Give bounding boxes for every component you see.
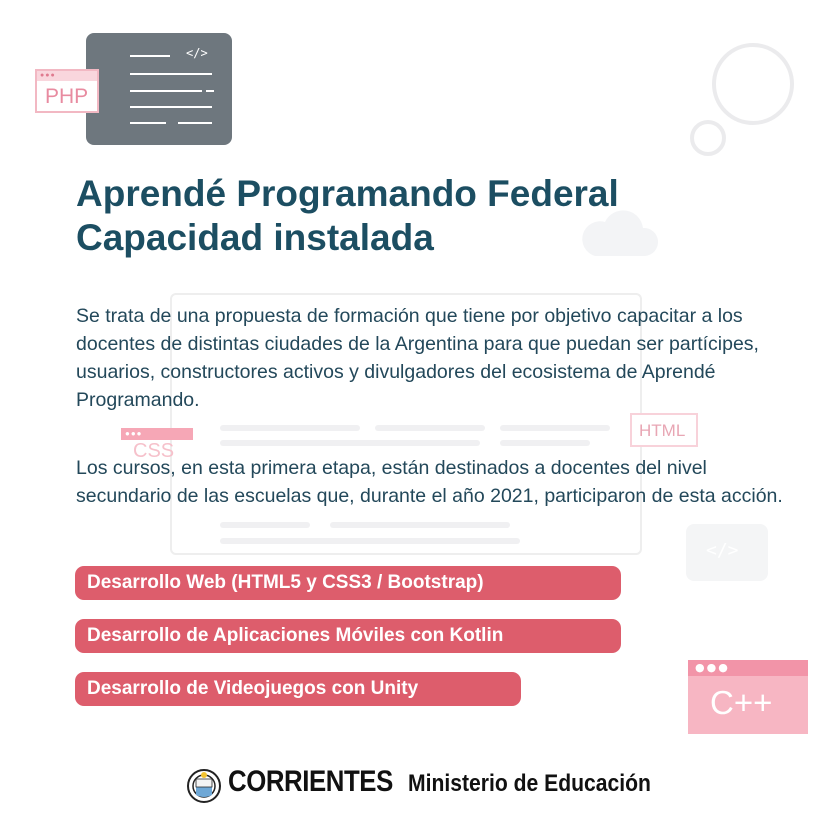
faint-code-line bbox=[375, 425, 485, 431]
title-line-2: Capacidad instalada bbox=[76, 217, 434, 258]
courses-paragraph: Los cursos, en esta primera etapa, están destinados a docentes del nivel secundario de las escuelas que, durante el año 2021, participaron de esta acción. bbox=[76, 457, 783, 507]
faint-code-line bbox=[220, 425, 360, 431]
faint-code-line bbox=[220, 440, 480, 446]
bubble-large bbox=[712, 43, 794, 125]
course-pill-games: Desarrollo de Videojuegos con Unity bbox=[75, 672, 521, 706]
page-title bbox=[76, 172, 776, 260]
cpp-label: C++ bbox=[710, 684, 773, 721]
intro-paragraph: Se trata de una propuesta de formación que tiene por objetivo capacitar a los docentes de distintas ciudades de la Argentina para que puedan ser partícipes, usuarios, constructores activos y divulgadores del ecosistema de Aprendé Programando. bbox=[76, 305, 759, 411]
code-tag-text: </> bbox=[186, 46, 208, 60]
css-label: CSS bbox=[133, 440, 175, 462]
faint-code-line bbox=[500, 425, 610, 431]
faint-code-line bbox=[330, 522, 510, 528]
course-pill-web: Desarrollo Web (HTML5 y CSS3 / Bootstrap) bbox=[75, 566, 621, 600]
code-card bbox=[86, 33, 232, 145]
php-window: ●●● PHP bbox=[35, 69, 99, 113]
faint-code-line bbox=[220, 522, 310, 528]
code-tag-card bbox=[686, 524, 768, 581]
html-window bbox=[630, 413, 698, 447]
corrientes-seal-icon bbox=[186, 765, 222, 807]
faint-code-line bbox=[500, 440, 590, 446]
code-tag-text-2: </> bbox=[706, 540, 739, 561]
ministry-name: Ministerio de Educación bbox=[408, 770, 651, 797]
title-line-1: Aprendé Programando Federal bbox=[76, 173, 619, 214]
css-window: ●●● CSS bbox=[121, 428, 193, 468]
faint-code-line bbox=[220, 538, 520, 544]
brand-corrientes: CORRIENTES bbox=[228, 765, 393, 798]
php-label: PHP bbox=[45, 85, 89, 108]
html-label: HTML bbox=[639, 421, 686, 440]
cpp-window: ●●● C++ bbox=[688, 660, 808, 734]
bubble-small bbox=[690, 120, 726, 156]
course-pill-mobile: Desarrollo de Aplicaciones Móviles con Kotlin bbox=[75, 619, 621, 653]
